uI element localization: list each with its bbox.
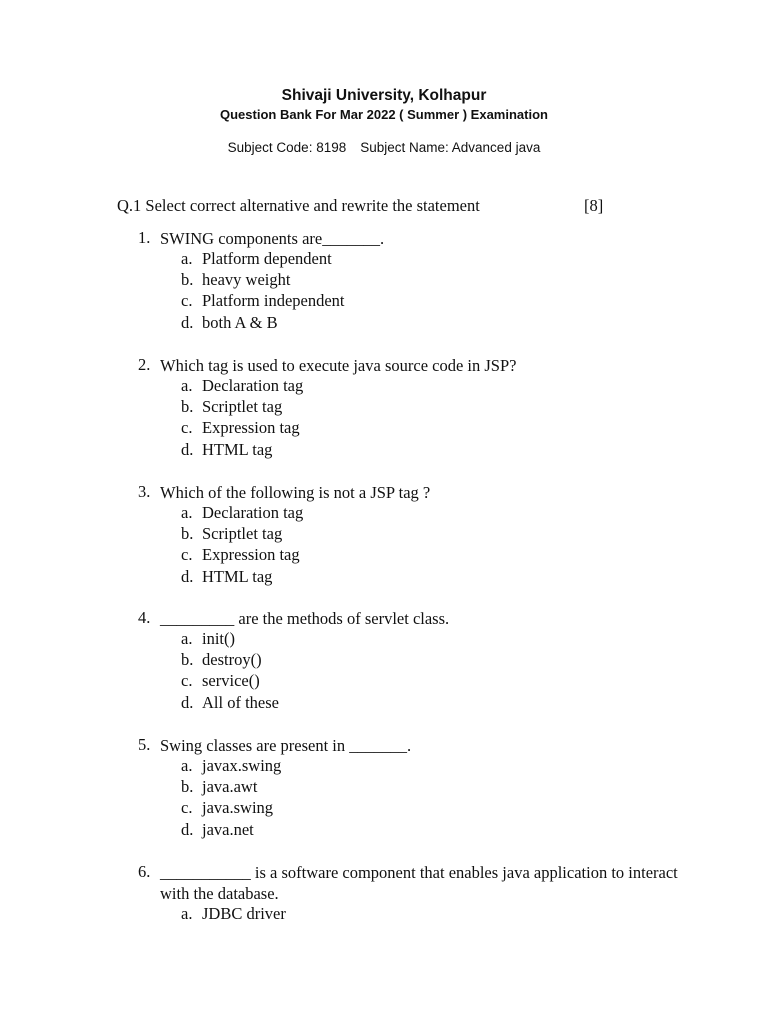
option-text: HTML tag [202,566,273,586]
section-title: Q.1 Select correct alternative and rewrite the statement [117,196,480,215]
subject-name: Subject Name: Advanced java [360,140,541,155]
question-text: ___________ is a software component that enables java application to interact with the database. [160,863,678,903]
option-letter: c. [181,418,193,438]
option-text: HTML tag [202,439,273,459]
option-text: destroy() [202,650,262,670]
option-letter: a. [181,904,193,923]
question-text: Which tag is used to execute java source code in JSP? [160,356,517,375]
option-letter: c. [181,671,193,691]
option-letter: b. [181,777,194,797]
option-letter: c. [181,545,193,565]
section-heading [117,196,617,216]
option-letter: d. [181,312,194,332]
option-text: javax.swing [202,756,282,775]
option-text: JDBC driver [202,904,286,923]
question-number: 2. [138,355,151,374]
option-text: Scriptlet tag [202,524,283,544]
question-text: Which of the following is not a JSP tag ? [160,483,431,502]
option-letter: d. [181,819,194,839]
option-letter: b. [181,650,194,670]
option-letter: b. [181,524,194,544]
subject-line [0,140,768,155]
question-number: 5. [138,735,151,754]
option-text: All of these [202,692,279,712]
option-text: Declaration tag [202,376,304,395]
option-text: service() [202,671,260,691]
option-letter: a. [181,376,193,395]
question-text: SWING components are_______. [160,229,385,248]
option-text: Platform independent [202,291,345,311]
question-text: _________ are the methods of servlet class. [160,609,450,628]
option-letter: d. [181,566,194,586]
option-letter: a. [181,629,193,648]
option-text: Expression tag [202,545,300,565]
question-number: 3. [138,482,151,501]
option-text: java.awt [202,777,258,797]
option-text: java.swing [202,798,274,818]
question-bank-title: Question Bank For Mar 2022 ( Summer ) Examination [220,107,548,122]
option-letter: c. [181,798,193,818]
option-letter: b. [181,270,194,290]
question-number: 1. [138,228,151,247]
option-letter: b. [181,397,194,417]
option-letter: a. [181,503,193,522]
option-letter: c. [181,291,193,311]
option-letter: d. [181,692,194,712]
question-number: 4. [138,608,151,627]
option-text: Scriptlet tag [202,397,283,417]
option-text: Expression tag [202,418,300,438]
university-title: Shivaji University, Kolhapur [281,87,487,104]
option-letter: d. [181,439,194,459]
option-letter: a. [181,249,193,268]
option-text: Platform dependent [202,249,332,268]
question-text: Swing classes are present in _______. [160,736,412,755]
subject-code: Subject Code: 8198 [227,140,347,155]
option-text: both A & B [202,312,278,332]
option-text: heavy weight [202,270,291,290]
option-letter: a. [181,756,193,775]
section-marks: [8] [584,196,604,215]
option-text: init() [202,629,235,648]
option-text: Declaration tag [202,503,304,522]
question-number: 6. [138,862,151,881]
option-text: java.net [202,819,254,839]
